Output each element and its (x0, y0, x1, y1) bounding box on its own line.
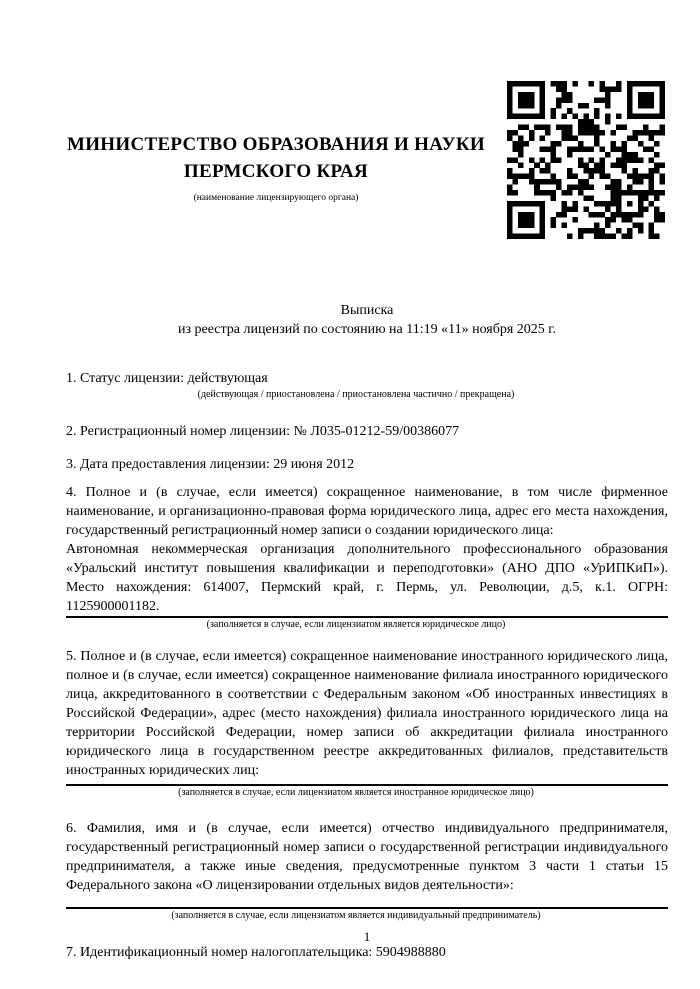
field-4-note: (заполняется в случае, если лицензиатом является юридическое лицо) (206, 619, 506, 630)
field-6-note: (заполняется в случае, если лицензиатом является индивидуальный предприниматель) (171, 910, 541, 921)
field-4-fill-line (66, 616, 668, 618)
field-3-grant-date: 3. Дата предоставления лицензии: 29 июня 2012 (66, 457, 355, 472)
document-header (64, 131, 488, 204)
field-1-note: (действующая / приостановлена / приостановлена частично / прекращена) (197, 389, 515, 400)
qr-code-icon (505, 81, 667, 239)
field-5-prompt: 5. Полное и (в случае, если имеется) сокращенное наименование иностранного юридического лица, полное и (в случае, если имеется) сокращенное наименование филиала иностранного юридического лица, аккредитованного в соответствии с Федеральным законом «Об иностранных инвестициях в Российской Федерации», адрес (место нахождения) филиала иностранного юридического лица на территории Российской Федерации, номер записи об аккредитации филиала иностранного юридического лица в государственном реестре аккредитованных филиалов, представительств иностранных юридических лиц: (66, 649, 668, 778)
field-6-fill-line (66, 907, 668, 909)
field-7-taxpayer-number: 7. Идентификационный номер налогоплательщика: 5904988880 (66, 945, 446, 960)
document-title-line1: Выписка (340, 303, 394, 318)
document-title (66, 301, 668, 339)
document-body (66, 301, 668, 962)
field-4-value: Автономная некоммерческая организация дополнительного профессионального образования «Уральский институт повышения квалификации и переподготовки» (АНО ДПО «УрИПКиП»). Место нахождения: 614007, Пермский край, г. Пермь, ул. Революции, д.5, к.1. ОГРН: 1125900001182. (66, 542, 668, 614)
document-title-line2: из реестра лицензий по состоянию на 11:19 «11» ноября 2025 г. (178, 322, 556, 337)
field-5-fill-line (66, 784, 668, 786)
field-5-note: (заполняется в случае, если лицензиатом является иностранное юридическое лицо) (178, 787, 534, 798)
field-6-prompt: 6. Фамилия, имя и (в случае, если имеется) отчество индивидуального предпринимателя, государственный регистрационный номер записи о государственной регистрации индивидуального предпринимателя, а также иные сведения, предусмотренные пунктом 3 части 1 статьи 15 Федерального закона «О лицензировании отдельных видов деятельности»: (66, 821, 668, 893)
field-2-registration-number: 2. Регистрационный номер лицензии: № Л035-01212-59/00386077 (66, 424, 460, 439)
ministry-name (64, 131, 488, 185)
field-4-prompt: 4. Полное и (в случае, если имеется) сокращенное наименование, в том числе фирменное наименование, и организационно-правовая форма юридического лица, адрес его места нахождения, государственный регистрационный номер записи о создании юридического лица: (66, 485, 668, 538)
ministry-name-line2: ПЕРМСКОГО КРАЯ (183, 161, 369, 182)
field-1-license-status: 1. Статус лицензии: действующая (66, 371, 268, 386)
ministry-name-line1: МИНИСТЕРСТВО ОБРАЗОВАНИЯ И НАУКИ (66, 134, 486, 155)
page-number: 1 (363, 929, 371, 944)
ministry-caption: (наименование лицензирующего органа) (193, 193, 359, 203)
